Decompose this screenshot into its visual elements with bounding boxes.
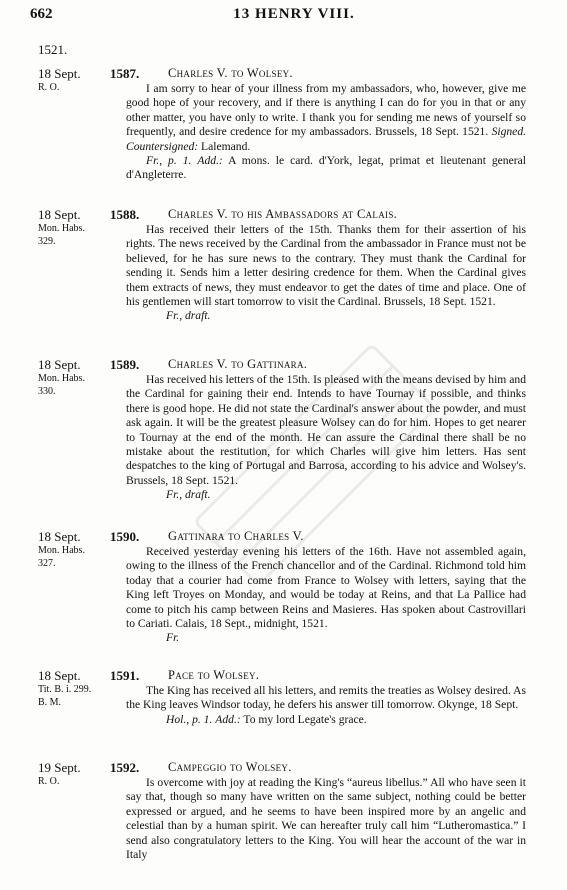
year-heading: 1521. [38, 42, 68, 57]
entry-source [38, 372, 104, 398]
entry-text: Received yesterday evening his letters of the 16th. Have not assembled again, owing to the illness of the French chancellor and of the Cardinal. Richmond told him today that a courier had come from France to Wolsey with letters, saying that the King left Troyes on Monday, and would be today at Reins, and that La Pallice had come to pitch his camp between Reins and Masieres. Has spoken about Castrovillari to Cariati. Calais, 18 Sept., midnight, 1521. [126, 545, 526, 631]
source-line: 329. [38, 236, 56, 247]
entry-note: Fr. [166, 631, 180, 645]
source-line: 327. [38, 558, 56, 569]
entry-source [38, 81, 104, 94]
entry-note: Fr., draft. [166, 488, 211, 502]
entry-number: 1591. [110, 668, 140, 683]
entry-date: 18 Sept. [38, 357, 81, 372]
entry-source [38, 775, 104, 788]
entry-text: The King has received all his letters, and remits the treaties as Wolsey desired. As the King leaves Windsor today, he defers his answer till tomorrow. Okynge, 18 Sept. [126, 684, 526, 712]
entry-note: Fr., draft. [166, 309, 211, 323]
source-line: B. M. [38, 697, 62, 708]
entry-body [126, 373, 526, 503]
entry-body [126, 82, 526, 183]
entry-title: Charles V. to his Ambassadors at Calais. [168, 207, 398, 221]
entry-note: Hol., p. 1. Add.: To my lord Legate's grace. [166, 712, 367, 726]
entry-title: Charles V. to Gattinara. [168, 357, 308, 371]
entry-body [126, 223, 526, 324]
entry-title: Charles V. to Wolsey. [168, 66, 293, 80]
entry-number: 1592. [110, 760, 140, 775]
entry-number: 1590. [110, 529, 140, 544]
entry-source [38, 222, 104, 248]
source-line: R. O. [38, 82, 60, 93]
source-line: R. O. [38, 776, 60, 787]
entry-date: 19 Sept. [38, 760, 81, 775]
entry-source [38, 683, 104, 709]
countersigned-name: Lalemand. [201, 139, 251, 153]
source-line: Mon. Habs. [38, 223, 85, 234]
entry-number: 1587. [110, 66, 140, 81]
entry-date: 18 Sept. [38, 529, 81, 544]
entry-text: Has received his letters of the 15th. Is pleased with the means devised by him and the Cardinal for gaining their end. Intends to have Tournay if possible, and thinks there is good hope. He did not state the Cardinal's answer about the powder, and must ask again. It will be the greatest pleasure Wolsey can do for him. Hopes to get nearer to Tournay at the end of the month. He can assure the Cardinal there shall be no mistake about the restitution, for which Charles will give him letters. Has sent despatches to the king of Portugal and Barrosa, according to his advice and Wolsey's. Brussels, 18 Sept. 1521. [126, 373, 526, 487]
source-line: 330. [38, 386, 56, 397]
entry-source [38, 544, 104, 570]
countersigned-label: Countersigned: [126, 139, 199, 153]
entry-note: Fr., p. 1. Add.: A mons. le card. d'York, legat, primat et lieutenant general d'Angleterre. [126, 154, 526, 182]
source-line: Mon. Habs. [38, 373, 85, 384]
entry-body [126, 545, 526, 646]
signed-label: Signed. [491, 125, 527, 139]
entry-text: I am sorry to hear of your illness from my ambassadors, who, however, give me good hope of your recovery, and if there is anything I can do for you in that or any other matter, you have only to write. I thank you for sending me news of yourself so frequently, and desire credence for my ambassadors. Brussels, 18 Sept. 1521. [126, 82, 526, 139]
page-number: 662 [30, 6, 53, 22]
entry-number: 1589. [110, 357, 140, 372]
source-line: Mon. Habs. [38, 545, 85, 556]
source-line: Tit. B. i. 299. [38, 684, 92, 695]
running-header [30, 6, 558, 28]
entry-date: 18 Sept. [38, 668, 81, 683]
entry-body [126, 684, 526, 727]
entry-number: 1588. [110, 207, 140, 222]
entry-date: 18 Sept. [38, 207, 81, 222]
entry-title: Pace to Wolsey. [168, 668, 260, 682]
entry-text: Is overcome with joy at reading the King's “aureus libellus.” All who have seen it say that, though so many have written on the same subject, nothing could be better expressed or argued, and he seems to have been inspired more by an angelic and celestial than by a human spirit. We can hereafter truly call him “Lutheromastica.” I send also congratulatory letters to the King. You will hear the account of the war in Italy [126, 776, 526, 862]
entry-title: Gattinara to Charles V. [168, 529, 304, 543]
entry-date: 18 Sept. [38, 66, 81, 81]
running-head: 13 HENRY VIII. [233, 6, 355, 22]
entry-body [126, 776, 526, 862]
entry-title: Campeggio to Wolsey. [168, 760, 292, 774]
entry-text: Has received their letters of the 15th. Thanks them for their assertion of his rights. The news received by the Cardinal from the ambassador in France must not be believed, for he has sure news to the contrary. They must thank the Cardinal for sending it. Sends him a letter desiring credence for them. When the Cardinal gives them extracts of news, they must endeavor to get the dates of time and place. One of his gentlemen will start tomorrow to visit the Cardinal. Brussels, 18 Sept. 1521. [126, 223, 526, 309]
